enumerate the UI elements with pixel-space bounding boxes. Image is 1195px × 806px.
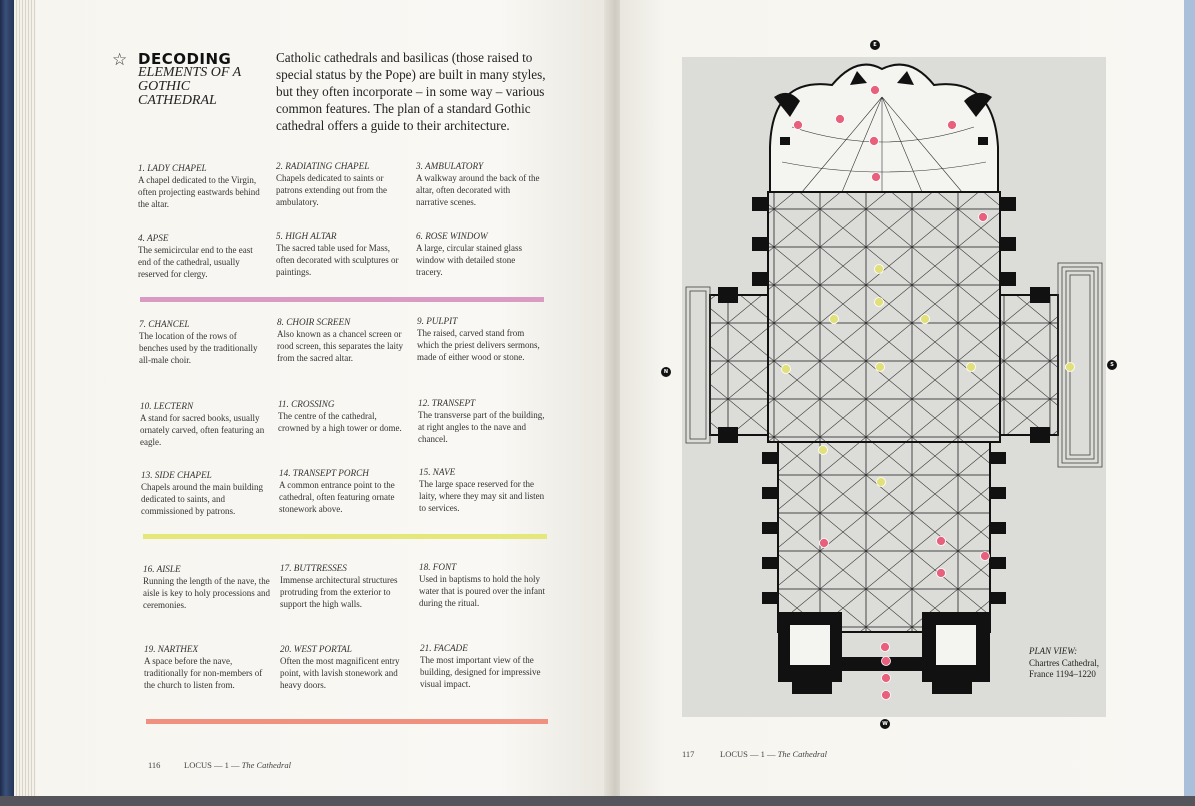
intro-paragraph: Catholic cathedrals and basilicas (those raised to special status by the Pope) are built in many styles, but they often incorporate – in some way – various common features. The plan of a standard Gothic cathedral offers a guide to their architecture. xyxy=(276,50,546,133)
entry-label: 8. CHOIR SCREEN xyxy=(277,317,351,327)
entry-label: 15. NAVE xyxy=(419,467,456,477)
glossary-entry xyxy=(279,467,407,515)
running-title-text: The Cathedral xyxy=(777,749,827,759)
entry-label: 16. AISLE xyxy=(143,564,181,574)
entry-label: 1. LADY CHAPEL xyxy=(138,163,207,173)
yellow-divider-stripe xyxy=(143,534,547,539)
entry-text: A common entrance point to the cathedral, often featuring ornate stonework above. xyxy=(279,480,395,514)
glossary-entry xyxy=(138,232,266,280)
glossary-entry xyxy=(420,642,548,690)
glossary-entry xyxy=(140,400,268,448)
entry-label: 20. WEST PORTAL xyxy=(280,644,352,654)
entry-label: 17. BUTTRESSES xyxy=(280,563,347,573)
glossary-entry xyxy=(418,397,546,445)
compass-east-marker: E xyxy=(870,40,880,50)
plan-caption xyxy=(1029,646,1099,681)
glossary-entry xyxy=(278,398,406,434)
entry-label: 13. SIDE CHAPEL xyxy=(141,470,212,480)
entry-text: The sacred table used for Mass, often decorated with sculptures or paintings. xyxy=(276,243,399,277)
entry-text: The semicircular end to the east end of the cathedral, usually reserved for clergy. xyxy=(138,245,253,279)
entry-text: Often the most magnificent entry point, with lavish stonework and heavy doors. xyxy=(280,656,400,690)
entry-text: Chapels dedicated to saints or patrons extending out from the ambulatory. xyxy=(276,173,387,207)
page-stack-edge xyxy=(14,0,38,800)
glossary-entry xyxy=(276,160,404,208)
running-head-text: LOCUS — 1 — xyxy=(720,749,778,759)
entry-label: 21. FACADE xyxy=(420,643,468,653)
caption-text: Chartres Cathedral, France 1194–1220 xyxy=(1029,657,1099,679)
glossary-entry xyxy=(144,643,272,691)
entry-text: The raised, carved stand from which the priest delivers sermons, made of either wood or stone. xyxy=(417,328,540,362)
entry-label: 10. LECTERN xyxy=(140,401,194,411)
entry-label: 11. CROSSING xyxy=(278,399,335,409)
entry-label: 12. TRANSEPT xyxy=(418,398,476,408)
entry-text: A stand for sacred books, usually ornately carved, often featuring an eagle. xyxy=(140,413,265,447)
entry-text: The centre of the cathedral, crowned by a high tower or dome. xyxy=(278,411,402,433)
caption-label: PLAN VIEW: xyxy=(1029,646,1078,656)
star-icon: ☆ xyxy=(112,50,128,70)
section-title: DECODING xyxy=(138,50,232,68)
entry-label: 14. TRANSEPT PORCH xyxy=(279,468,369,478)
entry-label: 9. PULPIT xyxy=(417,316,458,326)
entry-text: The transverse part of the building, at right angles to the nave and chancel. xyxy=(418,410,545,444)
entry-text: A large, circular stained glass window with detailed stone tracery. xyxy=(416,243,523,277)
entry-label: 4. APSE xyxy=(138,233,169,243)
entry-label: 2. RADIATING CHAPEL xyxy=(276,161,370,171)
glossary-entry xyxy=(417,315,545,363)
book-cover-right-edge xyxy=(1184,0,1195,806)
table-shadow xyxy=(0,796,1195,806)
glossary-entry xyxy=(280,562,408,610)
entry-text: The most important view of the building, designed for impressive visual impact. xyxy=(420,655,541,689)
entry-label: 3. AMBULATORY xyxy=(416,161,484,171)
section-subtitle: ELEMENTS OF A GOTHIC CATHEDRAL xyxy=(138,65,241,108)
right-page-number: 117 xyxy=(682,749,695,759)
entry-text: The large space reserved for the laity, where they may sit and listen to services. xyxy=(419,479,545,513)
glossary-entry xyxy=(141,469,269,517)
entry-text: Immense architectural structures protruding from the exterior to support the high walls. xyxy=(280,575,398,609)
running-head-text: LOCUS — 1 — xyxy=(184,760,242,770)
glossary-entry xyxy=(280,643,408,691)
entry-text: Running the length of the nave, the aisle is key to holy processions and ceremonies. xyxy=(143,576,270,610)
compass-south-marker: S xyxy=(1107,360,1117,370)
compass-west-marker: W xyxy=(880,719,890,729)
compass-north-marker: N xyxy=(661,367,671,377)
glossary-entry xyxy=(419,466,547,514)
entry-label: 6. ROSE WINDOW xyxy=(416,231,488,241)
glossary-entry xyxy=(276,230,404,278)
left-running-head xyxy=(184,760,291,770)
glossary-entry xyxy=(139,318,267,366)
glossary-entry xyxy=(416,230,544,278)
entry-text: Used in baptisms to hold the holy water that is poured over the infant during the ritual. xyxy=(419,574,545,608)
right-running-head xyxy=(720,749,827,759)
entry-label: 18. FONT xyxy=(419,562,457,572)
entry-text: A space before the nave, traditionally for non-members of the church to listen from. xyxy=(144,656,263,690)
entry-label: 19. NARTHEX xyxy=(144,644,199,654)
glossary-entry xyxy=(143,563,271,611)
entry-text: A chapel dedicated to the Virgin, often projecting eastwards behind the altar. xyxy=(138,175,260,209)
entry-label: 5. HIGH ALTAR xyxy=(276,231,337,241)
entry-text: The location of the rows of benches used by the traditionally all-male choir. xyxy=(139,331,258,365)
glossary-entry xyxy=(277,316,405,364)
coral-divider-stripe xyxy=(146,719,548,724)
left-page-number: 116 xyxy=(148,760,161,770)
book-cover-left-edge xyxy=(0,0,14,806)
entry-label: 7. CHANCEL xyxy=(139,319,190,329)
pink-divider-stripe xyxy=(140,297,544,302)
cathedral-floor-plan xyxy=(682,57,1106,717)
glossary-entry xyxy=(416,160,544,208)
glossary-entry xyxy=(138,162,266,210)
glossary-entry xyxy=(419,561,547,609)
running-title-text: The Cathedral xyxy=(241,760,291,770)
entry-text: A walkway around the back of the altar, often decorated with narrative scenes. xyxy=(416,173,540,207)
entry-text: Chapels around the main building dedicated to saints, and commissioned by patrons. xyxy=(141,482,263,516)
entry-text: Also known as a chancel screen or rood screen, this separates the laity from the sacred altar. xyxy=(277,329,403,363)
